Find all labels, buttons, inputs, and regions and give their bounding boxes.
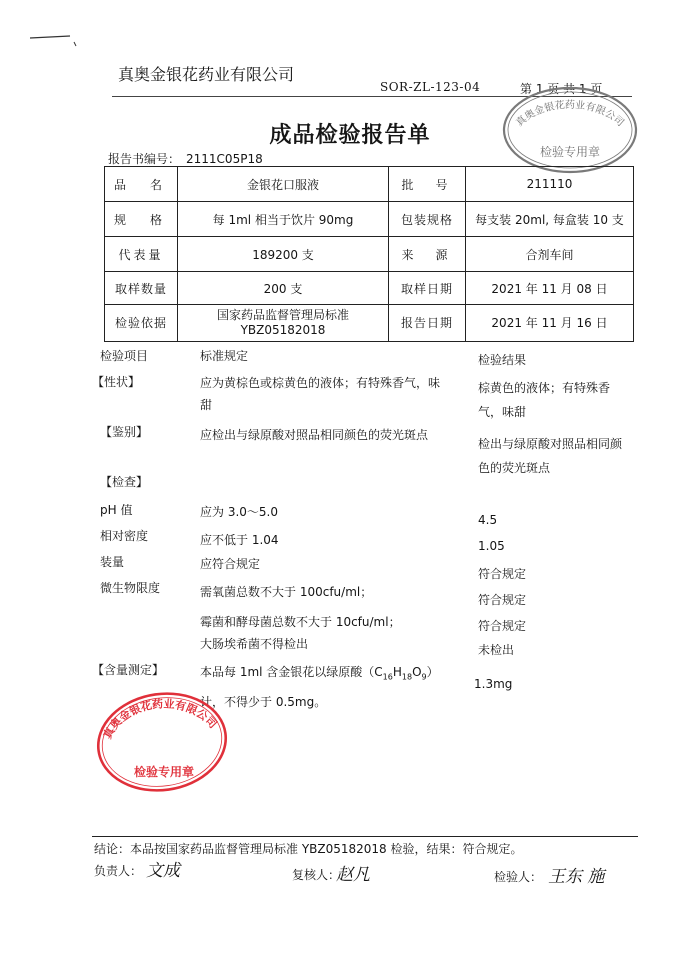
label-test-basis: 检验依据 (105, 305, 178, 342)
result-microbial-ecoli: 未检出 (478, 643, 515, 657)
standard-microbial-ecoli: 大肠埃希菌不得检出 (200, 637, 309, 651)
standard-fill-volume: 应符合规定 (200, 557, 261, 571)
label-represent-quantity: 代表量 (105, 237, 178, 272)
label-ph: pH 值 (100, 503, 133, 517)
label-report-date: 报告日期 (389, 305, 466, 342)
value-specification: 每 1ml 相当于饮片 90mg (178, 202, 389, 237)
stamp-bottom-center-text: 检验专用章 (133, 765, 195, 779)
label-specification: 规 格 (105, 202, 178, 237)
value-represent-quantity: 189200 支 (178, 237, 389, 272)
value-product-name: 金银花口服液 (178, 167, 389, 202)
standard-assay-line2: 计，不得少于 0.5mg。 (200, 695, 327, 709)
header-standard: 标准规定 (200, 349, 249, 363)
company-name: 真奥金银花药业有限公司 (118, 65, 295, 84)
table-row (105, 272, 634, 305)
value-package-spec: 每支装 20ml, 每盒装 10 支 (466, 202, 634, 237)
label-relative-density: 相对密度 (100, 529, 149, 543)
page-corner-mark (30, 30, 90, 54)
standard-microbial-mold-yeast: 霉菌和酵母菌总数不大于 10cfu/ml； (200, 615, 401, 629)
product-info-table (104, 166, 634, 342)
table-row (105, 305, 634, 342)
stamp-top-center-text: 检验专用章 (539, 145, 601, 159)
inspector-signature: 王东 施 (548, 867, 605, 887)
report-number (108, 150, 269, 167)
result-ph: 4.5 (478, 513, 498, 527)
responsible-label: 负责人： (94, 864, 143, 878)
value-sample-quantity: 200 支 (178, 272, 389, 305)
stamp-top-ring-text: 真奥金银花药业有限公司 (514, 99, 626, 129)
reviewer-signature: 赵凡 (336, 865, 370, 885)
assay-sub-o: 9 (421, 672, 427, 682)
result-fill-volume: 符合规定 (478, 567, 527, 581)
assay-text-b: ） (426, 665, 439, 679)
inspection-stamp-bottom (92, 690, 232, 796)
label-source: 来 源 (389, 237, 466, 272)
assay-sub-c: 16 (382, 672, 393, 682)
label-product-name: 品 名 (105, 167, 178, 202)
result-identification: 检出与绿原酸对照品相同颜色的荧光斑点 (478, 437, 623, 475)
label-package-spec: 包装规格 (389, 202, 466, 237)
page-info: 第 1 页 共 1 页 (520, 82, 603, 96)
section-inspection: 【检查】 (100, 475, 149, 489)
assay-text-a: 本品每 1ml 含金银花以绿原酸（C (200, 665, 383, 679)
label-microbial-limit: 微生物限度 (100, 581, 161, 595)
standard-identification: 应检出与绿原酸对照品相同颜色的荧光斑点 (200, 428, 429, 442)
result-appearance: 棕黄色的液体；有特殊香气，味甜 (478, 381, 611, 419)
label-batch-number: 批 号 (389, 167, 466, 202)
result-relative-density: 1.05 (478, 539, 505, 553)
document-code: SOR-ZL-123-04 (380, 80, 481, 94)
label-sample-date: 取样日期 (389, 272, 466, 305)
header-result: 检验结果 (478, 353, 527, 367)
assay-sub-h: 18 (401, 672, 413, 682)
value-test-basis: 国家药品监督管理局标准 YBZ05182018 (178, 305, 389, 342)
value-source: 合剂车间 (466, 237, 634, 272)
header-test-item: 检验项目 (100, 349, 149, 363)
standard-ph: 应为 3.0～5.0 (200, 505, 278, 519)
value-batch-number: 211110 (466, 167, 634, 202)
assay-text-h: H (392, 665, 402, 679)
report-number-label: 报告书编号： (108, 152, 181, 166)
result-microbial-aerobic: 符合规定 (478, 593, 527, 607)
table-row (105, 202, 634, 237)
conclusion-rule (92, 836, 638, 837)
label-fill-volume: 装量 (100, 555, 125, 569)
report-title: 成品检验报告单 (269, 123, 431, 148)
reviewer-label: 复核人： (292, 868, 341, 882)
section-assay: 【含量测定】 (92, 663, 165, 677)
value-report-date: 2021 年 11 月 16 日 (466, 305, 634, 342)
standard-relative-density: 应不低于 1.04 (200, 533, 279, 547)
result-assay: 1.3mg (474, 677, 513, 691)
inspector-label: 检验人： (494, 870, 543, 884)
assay-text-o: O (412, 665, 422, 679)
section-appearance: 【性状】 (92, 375, 141, 389)
stamp-bottom-ring-text: 真奥金银花药业有限公司 (100, 697, 220, 742)
label-sample-quantity: 取样数量 (105, 272, 178, 305)
section-identification: 【鉴别】 (100, 425, 149, 439)
report-number-value: 2111C05P18 (186, 152, 263, 166)
result-microbial-mold-yeast: 符合规定 (478, 619, 527, 633)
table-row (105, 237, 634, 272)
standard-microbial-aerobic: 需氧菌总数不大于 100cfu/ml； (200, 585, 373, 599)
value-sample-date: 2021 年 11 月 08 日 (466, 272, 634, 305)
standard-appearance: 应为黄棕色或棕黄色的液体；有特殊香气，味甜 (200, 376, 441, 412)
standard-assay (200, 662, 470, 687)
table-row (105, 167, 634, 202)
responsible-signature: 文成 (146, 861, 180, 881)
conclusion-text: 结论：本品按国家药品监督管理局标准 YBZ05182018 检验，结果：符合规定。 (94, 842, 523, 856)
